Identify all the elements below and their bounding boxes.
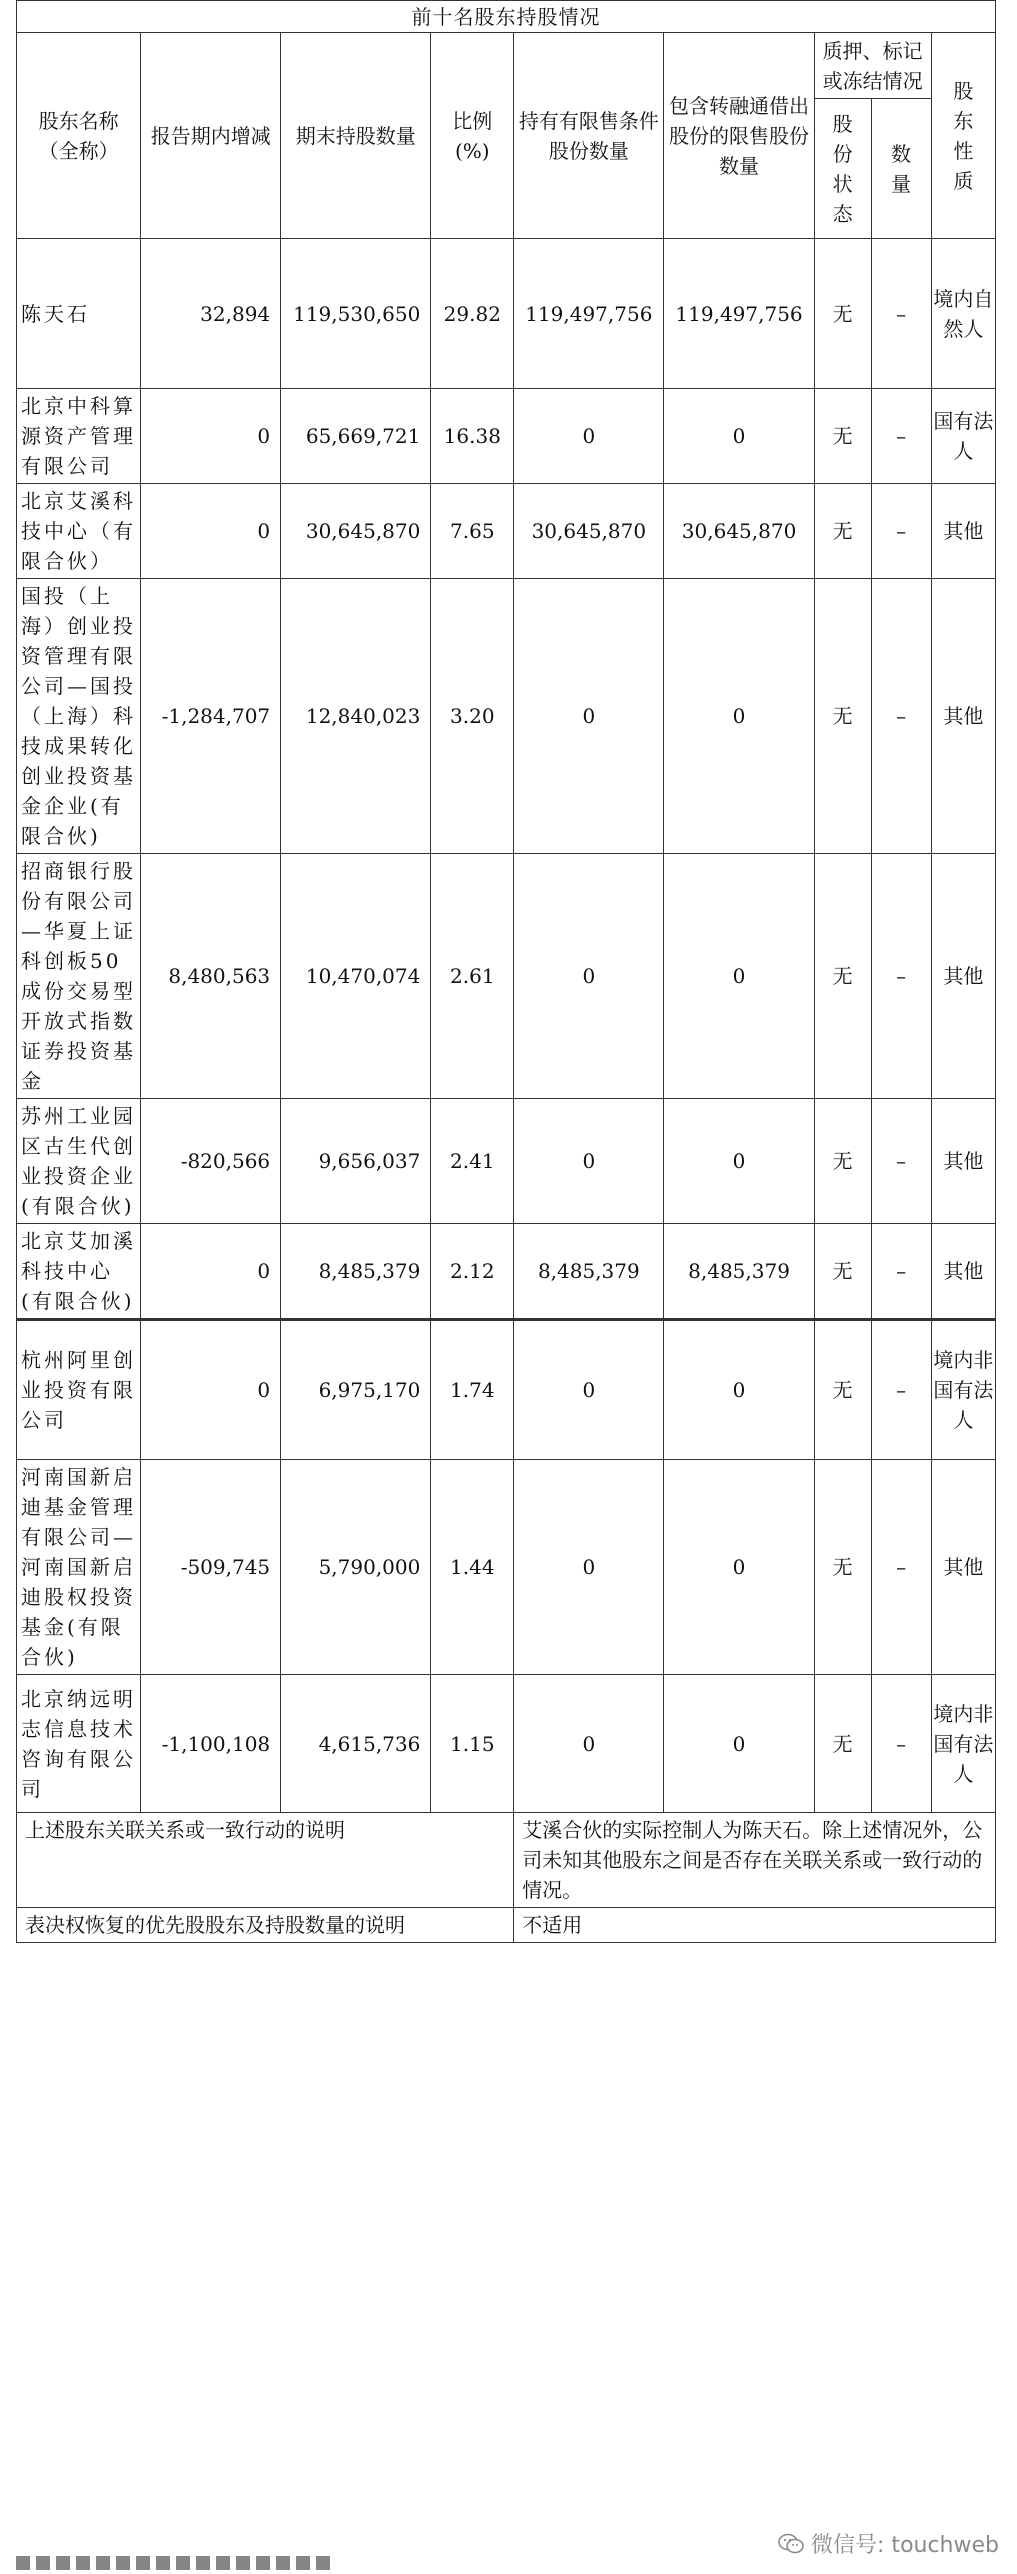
header-lending: 包含转融通借出股份的限售股份数量 [664,33,814,239]
pledge-status: 无 [814,579,871,854]
pledge-status: 无 [814,1099,871,1224]
shareholder-nature: 其他 [931,854,995,1099]
restricted-shares: 0 [514,1460,664,1675]
shareholder-nature: 境内自然人 [931,239,995,389]
period-change: 0 [141,484,281,579]
holding-ratio: 2.61 [431,854,514,1099]
shareholder-name: 招商银行股份有限公司—华夏上证科创板50成份交易型开放式指数证券投资基金 [17,854,141,1099]
end-holdings: 119,530,650 [281,239,431,389]
pledge-quantity: – [871,1460,931,1675]
note-label-relation: 上述股东关联关系或一致行动的说明 [17,1813,514,1908]
end-holdings: 5,790,000 [281,1460,431,1675]
shareholder-name: 北京中科算源资产管理有限公司 [17,389,141,484]
shareholder-name: 陈天石 [17,239,141,389]
period-change: 0 [141,1224,281,1320]
wechat-watermark [777,2528,999,2559]
restricted-shares: 0 [514,389,664,484]
pledge-status: 无 [814,484,871,579]
header-end-holdings: 期末持股数量 [281,33,431,239]
period-change: 32,894 [141,239,281,389]
header-change: 报告期内增减 [141,33,281,239]
shareholder-nature: 国有法人 [931,389,995,484]
watermark-text: 微信号: touchweb [811,2533,999,2558]
pledge-quantity: – [871,484,931,579]
table-row [17,389,996,484]
holding-ratio: 1.15 [431,1675,514,1813]
header-pledge-qty: 数量 [871,99,931,239]
pledge-quantity: – [871,389,931,484]
shareholder-nature: 境内非国有法人 [931,1675,995,1813]
end-holdings: 8,485,379 [281,1224,431,1320]
holding-ratio: 2.12 [431,1224,514,1320]
header-pledge-group: 质押、标记或冻结情况 [814,33,931,99]
restricted-shares: 0 [514,579,664,854]
pledge-quantity: – [871,239,931,389]
shareholder-nature: 境内非国有法人 [931,1320,995,1460]
restricted-shares: 0 [514,1675,664,1813]
pledge-quantity: – [871,1675,931,1813]
table-title: 前十名股东持股情况 [17,1,996,33]
period-change: 0 [141,1320,281,1460]
holding-ratio: 2.41 [431,1099,514,1224]
shareholder-name: 杭州阿里创业投资有限公司 [17,1320,141,1460]
shareholder-nature: 其他 [931,579,995,854]
lending-restricted-shares: 119,497,756 [664,239,814,389]
holding-ratio: 16.38 [431,389,514,484]
shareholder-nature: 其他 [931,1099,995,1224]
lending-restricted-shares: 0 [664,1675,814,1813]
header-ratio: 比例(%) [431,33,514,239]
restricted-shares: 0 [514,1320,664,1460]
end-holdings: 12,840,023 [281,579,431,854]
shareholder-name: 北京艾溪科技中心（有限合伙） [17,484,141,579]
restricted-shares: 8,485,379 [514,1224,664,1320]
table-row [17,854,996,1099]
pledge-status: 无 [814,854,871,1099]
lending-restricted-shares: 0 [664,1320,814,1460]
restricted-shares: 0 [514,1099,664,1224]
header-pledge-status: 股份状态 [814,99,871,239]
shareholder-nature: 其他 [931,484,995,579]
table-row [17,484,996,579]
pledge-status: 无 [814,1320,871,1460]
header-name: 股东名称（全称） [17,33,141,239]
period-change: -820,566 [141,1099,281,1224]
wechat-icon [777,2532,805,2556]
cropped-text-fragment [16,2556,346,2570]
lending-restricted-shares: 0 [664,854,814,1099]
end-holdings: 9,656,037 [281,1099,431,1224]
shareholder-nature: 其他 [931,1460,995,1675]
lending-restricted-shares: 30,645,870 [664,484,814,579]
lending-restricted-shares: 0 [664,579,814,854]
pledge-quantity: – [871,579,931,854]
shareholder-nature: 其他 [931,1224,995,1320]
table-row [17,1224,996,1320]
period-change: -1,100,108 [141,1675,281,1813]
restricted-shares: 0 [514,854,664,1099]
holding-ratio: 7.65 [431,484,514,579]
holding-ratio: 29.82 [431,239,514,389]
pledge-quantity: – [871,1099,931,1224]
pledge-quantity: – [871,854,931,1099]
restricted-shares: 30,645,870 [514,484,664,579]
pledge-quantity: – [871,1224,931,1320]
pledge-status: 无 [814,389,871,484]
lending-restricted-shares: 0 [664,1099,814,1224]
top-ten-shareholders-table [16,0,996,1943]
end-holdings: 65,669,721 [281,389,431,484]
end-holdings: 10,470,074 [281,854,431,1099]
end-holdings: 4,615,736 [281,1675,431,1813]
pledge-status: 无 [814,1460,871,1675]
end-holdings: 6,975,170 [281,1320,431,1460]
holding-ratio: 1.74 [431,1320,514,1460]
header-nature: 股东性质 [931,33,995,239]
pledge-quantity: – [871,1320,931,1460]
shareholder-name: 北京纳远明志信息技术咨询有限公司 [17,1675,141,1813]
table-row [17,1099,996,1224]
table-row [17,1460,996,1675]
note-text-relation: 艾溪合伙的实际控制人为陈天石。除上述情况外，公司未知其他股东之间是否存在关联关系或一致行动的情况。 [514,1813,996,1908]
lending-restricted-shares: 0 [664,389,814,484]
lending-restricted-shares: 0 [664,1460,814,1675]
restricted-shares: 119,497,756 [514,239,664,389]
pledge-status: 无 [814,239,871,389]
table-row [17,1675,996,1813]
shareholder-name: 河南国新启迪基金管理有限公司—河南国新启迪股权投资基金(有限合伙) [17,1460,141,1675]
end-holdings: 30,645,870 [281,484,431,579]
pledge-status: 无 [814,1675,871,1813]
header-restricted: 持有有限售条件股份数量 [514,33,664,239]
note-text-preferred: 不适用 [514,1908,996,1943]
pledge-status: 无 [814,1224,871,1320]
table-row [17,239,996,389]
shareholder-name: 国投（上海）创业投资管理有限公司—国投（上海）科技成果转化创业投资基金企业(有限合伙) [17,579,141,854]
table-row [17,579,996,854]
shareholder-name: 苏州工业园区古生代创业投资企业(有限合伙) [17,1099,141,1224]
period-change: -509,745 [141,1460,281,1675]
period-change: 0 [141,389,281,484]
holding-ratio: 1.44 [431,1460,514,1675]
note-label-preferred: 表决权恢复的优先股股东及持股数量的说明 [17,1908,514,1943]
period-change: 8,480,563 [141,854,281,1099]
holding-ratio: 3.20 [431,579,514,854]
table-row [17,1320,996,1460]
lending-restricted-shares: 8,485,379 [664,1224,814,1320]
shareholder-name: 北京艾加溪科技中心(有限合伙) [17,1224,141,1320]
period-change: -1,284,707 [141,579,281,854]
